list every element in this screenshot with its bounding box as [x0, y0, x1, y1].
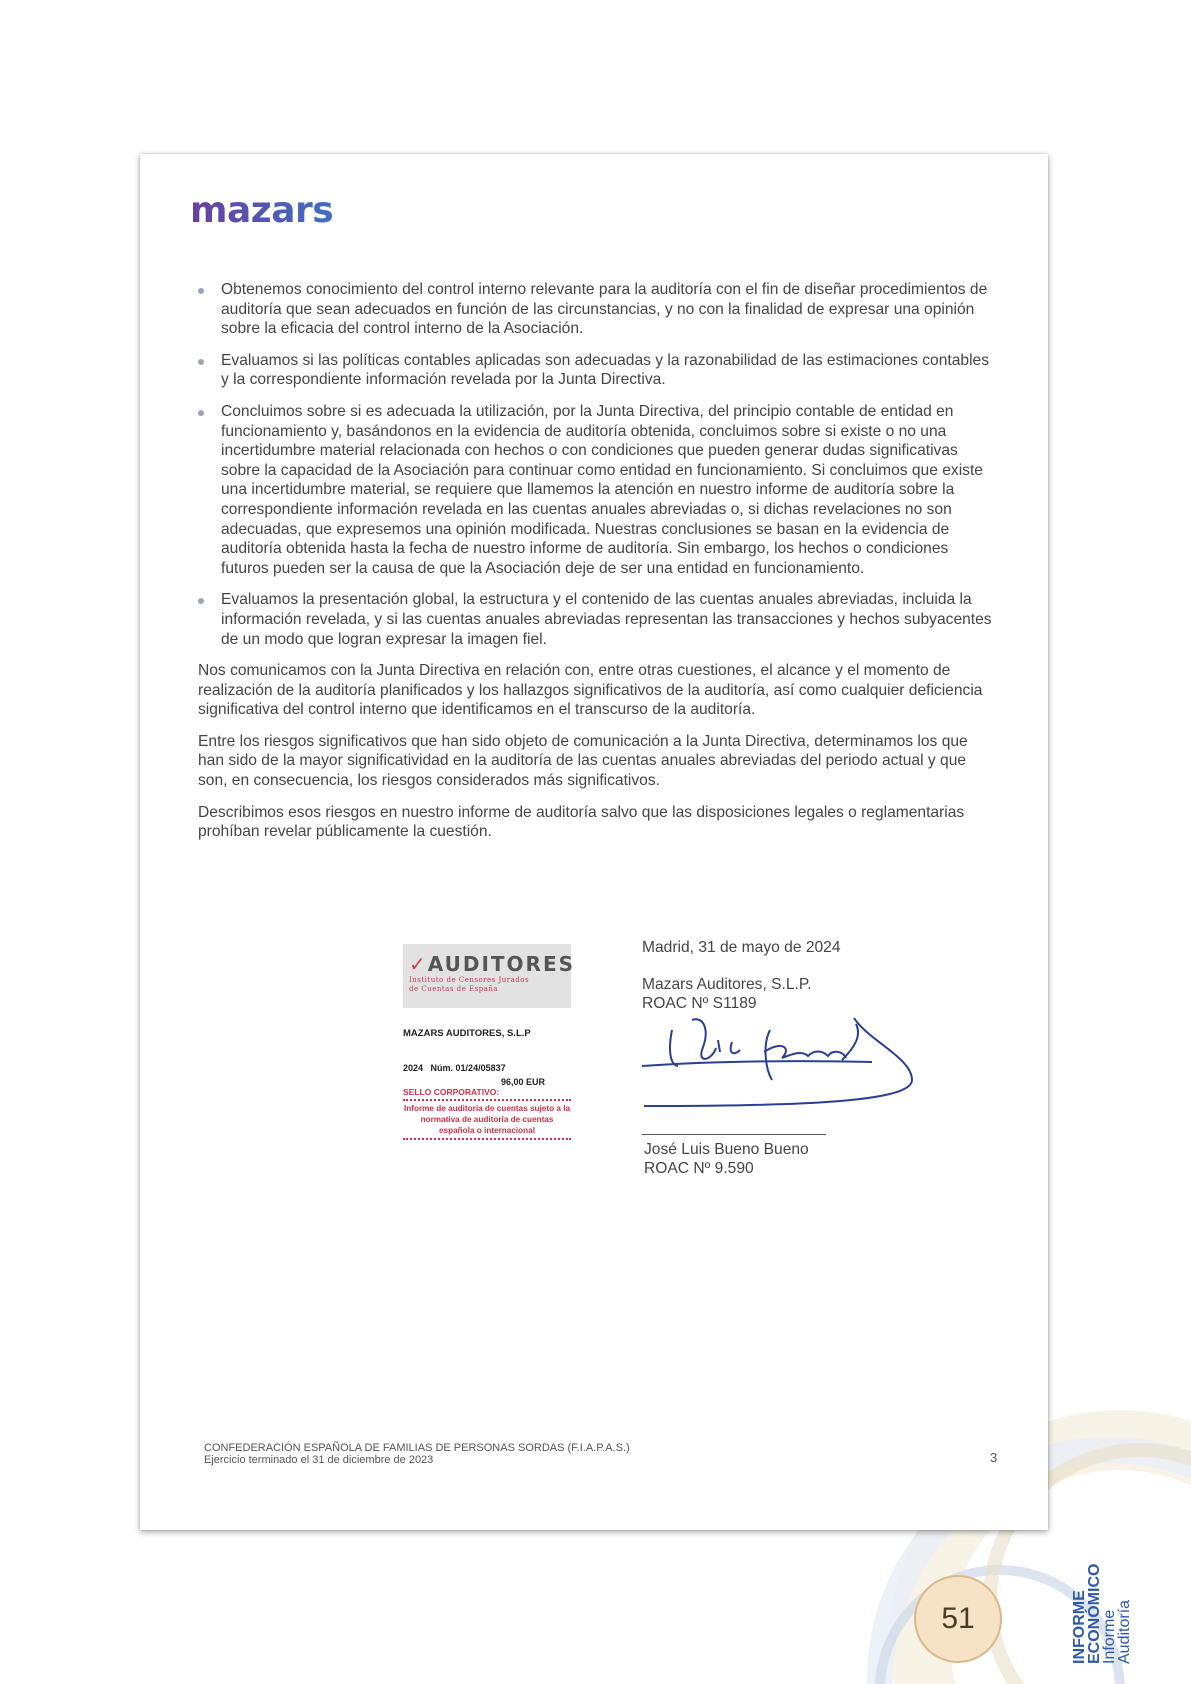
list-item: Evaluamos si las políticas contables aplicadas son adecuadas y la razonabilidad de las estimaciones contables y la correspondiente información revelada por la Junta Directiva.	[198, 351, 998, 390]
section-label-line: Informe Auditoría	[1101, 1599, 1133, 1664]
signer-roac: ROAC Nº 9.590	[644, 1160, 754, 1177]
paragraph: Nos comunicamos con la Junta Directiva en relación con, entre otras cuestiones, el alcance y el momento de realización de la auditoría planificados y los hallazgos significativos de la auditoría, así como cualquier deficiencia significativa del control interno que identificamos en el transcurso de la auditoría.	[198, 662, 983, 719]
footer-org: CONFEDERACIÓN ESPAÑOLA DE FAMILIAS DE PERSONAS SORDAS (F.I.A.P.A.S.)	[204, 1442, 630, 1454]
signature-block	[642, 938, 1002, 1177]
signer-name: José Luis Bueno Bueno	[644, 1141, 809, 1158]
stamp-number: 2024 Núm. 01/24/05837	[403, 1063, 506, 1073]
corporate-stamp	[403, 944, 576, 1196]
document-body	[198, 280, 998, 854]
stamp-label: SELLO CORPORATIVO:	[403, 1087, 500, 1097]
list-item: Evaluamos la presentación global, la estructura y el contenido de las cuentas anuales abreviadas, incluida la información revelada, y si las cuentas anuales abreviadas representan las transacciones y hechos subyacentes de un modo que logran expresar la imagen fiel.	[198, 590, 998, 649]
auditores-subtitle: de Cuentas de España	[409, 985, 499, 993]
section-label-line: INFORME	[1071, 1590, 1088, 1664]
list-item: Concluimos sobre si es adecuada la utilización, por la Junta Directiva, del principio contable de entidad en funcionamiento y, basándonos en la evidencia de auditoría obtenida, concluimos sobre si existe o no una incertidumbre material relacionada con hechos o con condiciones que pueden generar dudas significativas sobre la capacidad de la Asociación para continuar como entidad en funcionamiento. Si concluimos que existe una incertidumbre material, se requiere que llamemos la atención en nuestro informe de auditoría sobre la correspondiente información revelada en las cuentas anuales abreviadas o, si dichas revelaciones no son adecuadas, que expresemos una opinión modificada. Nuestras conclusiones se basan en la evidencia de auditoría obtenida hasta la fecha de nuestro informe de auditoría. Sin embargo, los hechos o condiciones futuros pueden ser la causa de que la Asociación deje de ser una entidad en funcionamiento.	[198, 402, 998, 578]
paragraph: Describimos esos riesgos en nuestro informe de auditoría salvo que las disposiciones legales o reglamentarias prohíban revelar públicamente la cuestión.	[198, 803, 965, 841]
stamp-note: Informe de auditoría de cuentas sujeto a la normativa de auditoría de cuentas española o internacional	[403, 1099, 571, 1140]
firm-roac: ROAC Nº S1189	[642, 995, 757, 1012]
page-number-badge: 51	[914, 1575, 1002, 1663]
stamp-company: MAZARS AUDITORES, S.L.P	[403, 1028, 531, 1039]
handwritten-signature	[642, 1010, 932, 1120]
mazars-logo: mazars	[190, 190, 334, 231]
stamp-price: 96,00 EUR	[501, 1077, 546, 1087]
bullet-list	[198, 280, 998, 649]
firm-name: Mazars Auditores, S.L.P.	[642, 976, 812, 993]
auditores-badge	[403, 944, 576, 1008]
signature-line	[642, 1134, 826, 1135]
scanned-document-page	[140, 154, 1048, 1530]
auditores-title: ✓AUDITORES	[409, 952, 576, 976]
check-icon: ✓	[409, 952, 428, 976]
place-date: Madrid, 31 de mayo de 2024	[642, 939, 841, 956]
section-label-line: ECONÓMICO	[1086, 1563, 1103, 1664]
inner-page-number: 3	[990, 1450, 998, 1465]
auditores-subtitle: Instituto de Censores Jurados	[409, 976, 530, 984]
list-item: Obtenemos conocimiento del control interno relevante para la auditoría con el fin de diseñar procedimientos de auditoría que sean adecuados en función de las circunstancias, y no con la finalidad de expresar una opinión sobre la eficacia del control interno de la Asociación.	[198, 280, 998, 339]
signer-info	[644, 1140, 944, 1178]
paragraph: Entre los riesgos significativos que han sido objeto de comunicación a la Junta Directiva, determinamos los que han sido de la mayor significatividad en la auditoría de las cuentas anuales abreviadas del periodo actual y que son, en consecuencia, los riesgos considerados más significativos.	[198, 732, 968, 790]
document-footer	[204, 1442, 630, 1466]
section-label	[1072, 1545, 1132, 1664]
footer-period: Ejercicio terminado el 31 de diciembre de 2023	[204, 1454, 434, 1466]
